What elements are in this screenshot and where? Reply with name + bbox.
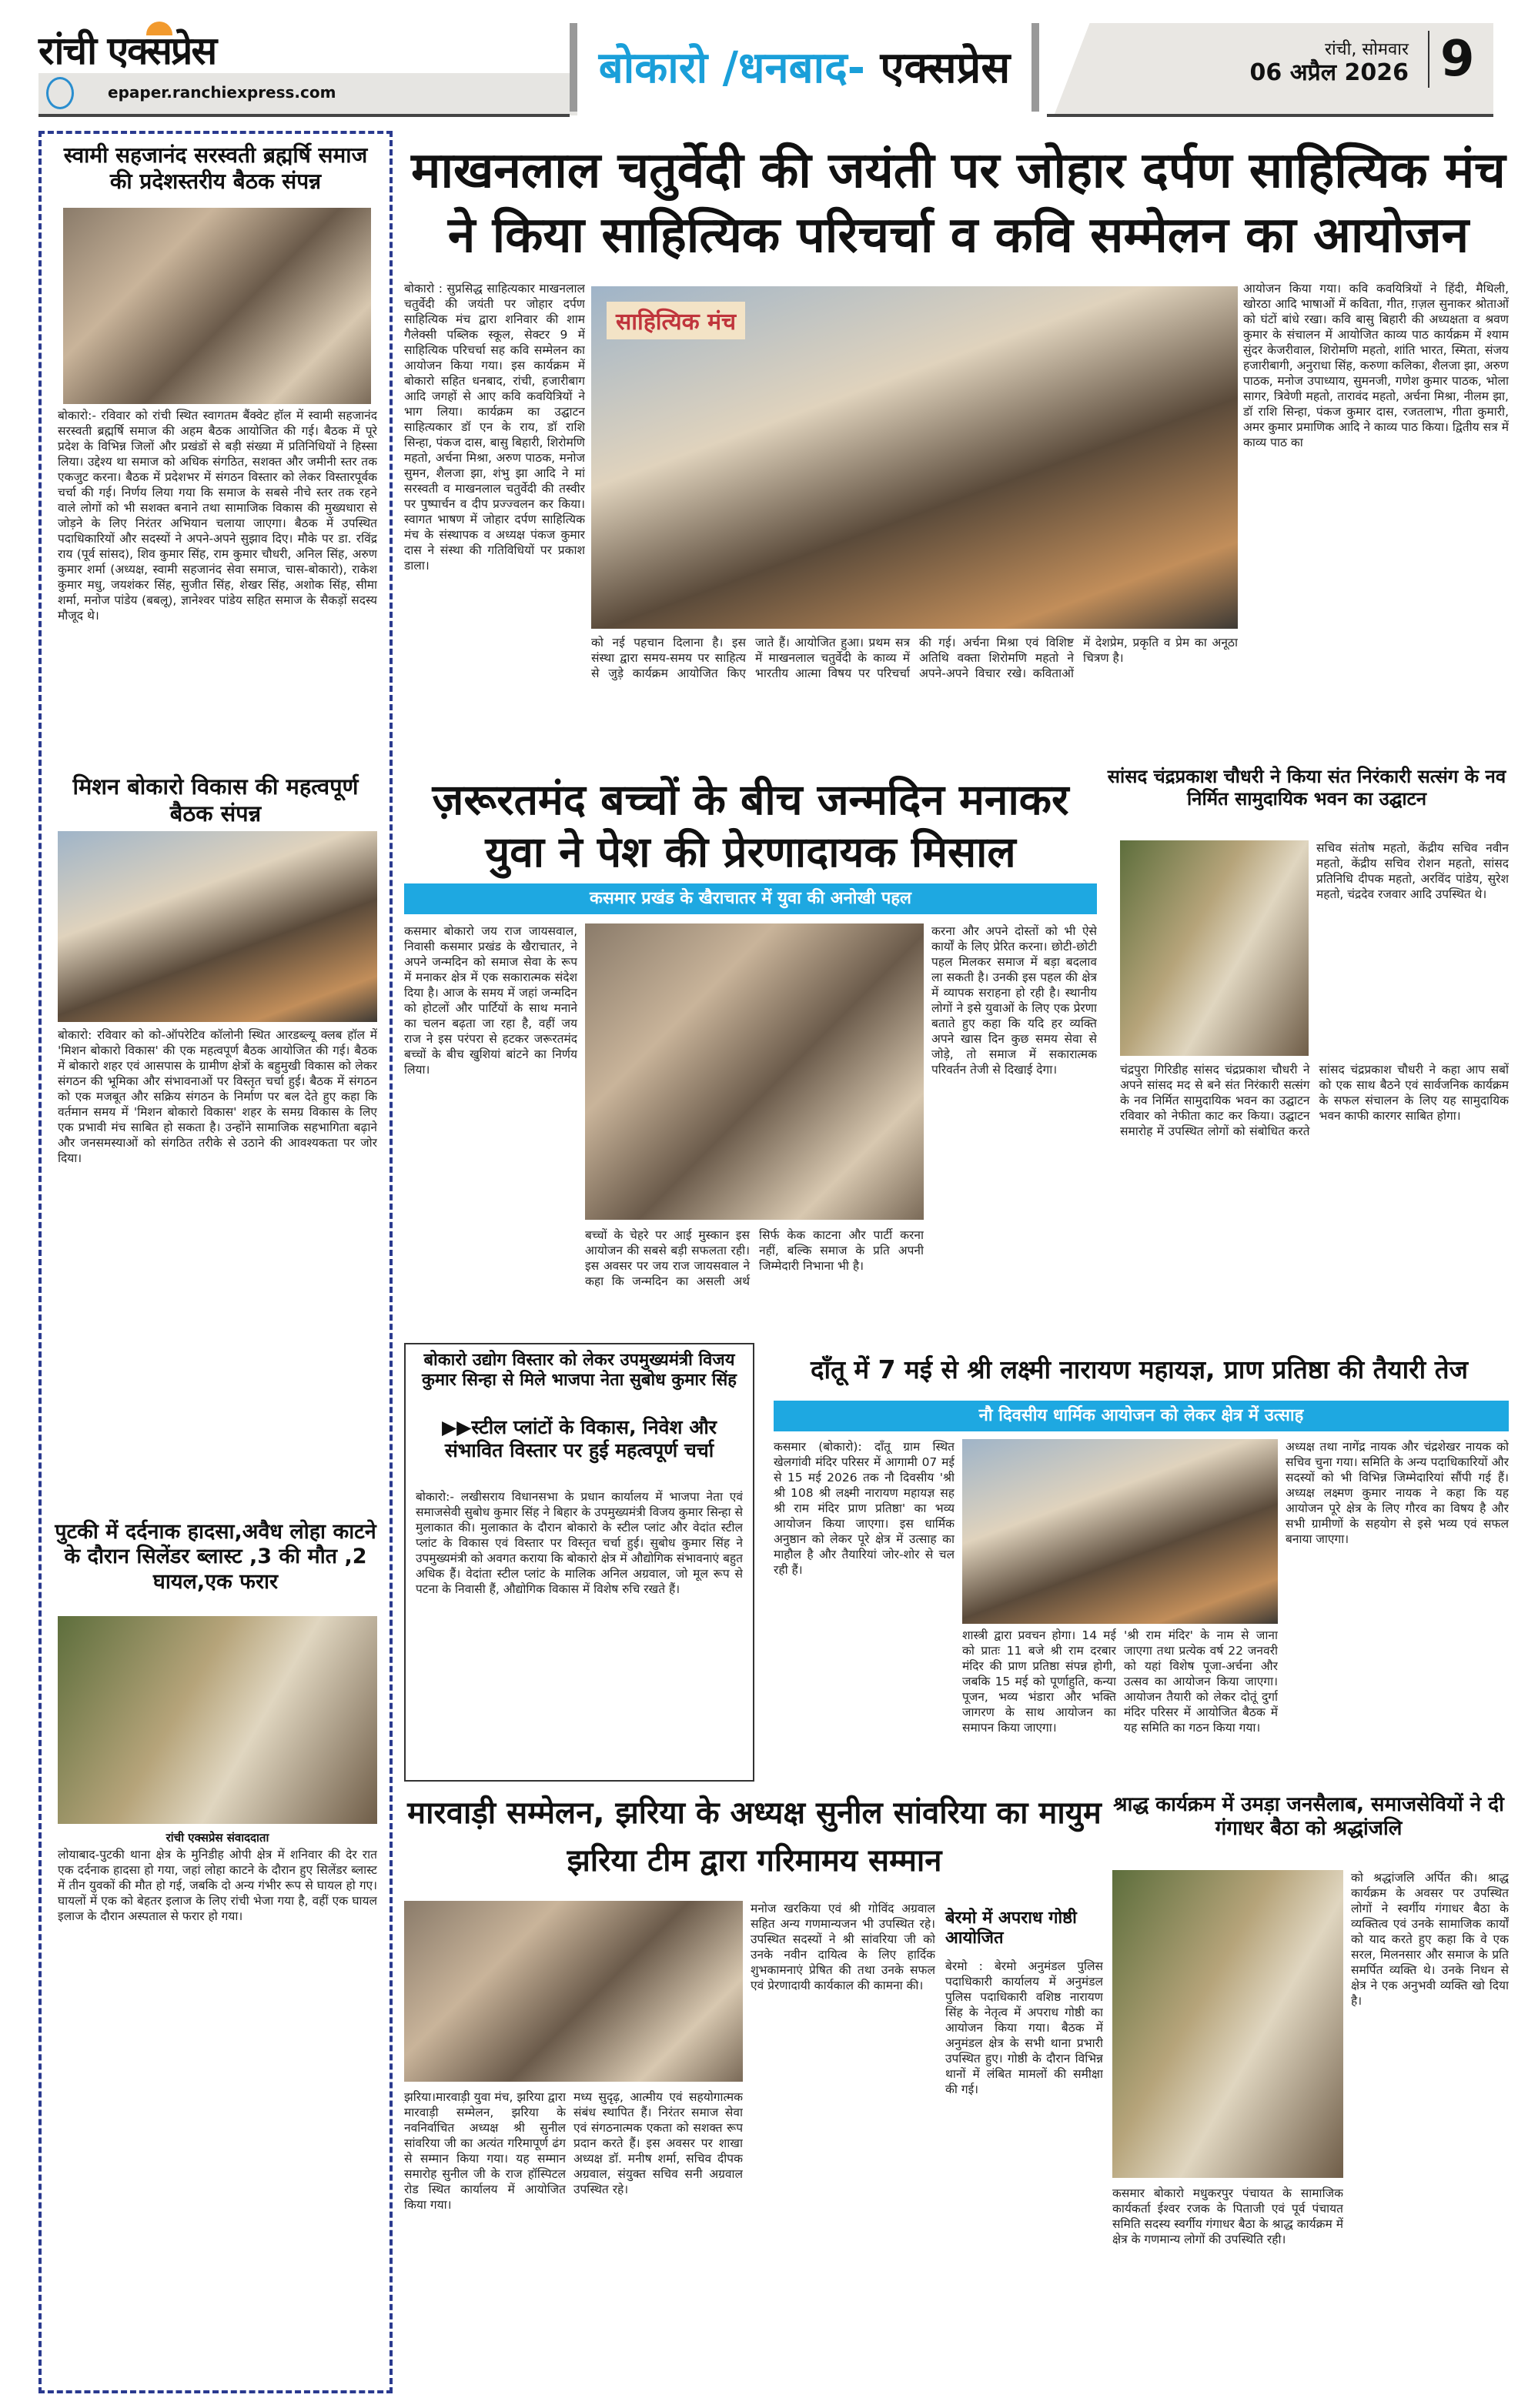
section-city: बोकारो /धनबाद- [598, 43, 866, 93]
article-body: कसमार (बोकारो): दाँतू ग्राम स्थित खेलगांवी मंदिर परिसर में आगामी 07 मई से 15 मई 2026 तक नौ दिवसीय 'श्री श्री 108 श्री लक्ष्मी नारायण महायज्ञ सह श्री राम मंदिर प्राण प्रतिष्ठा' का भव्य आयोजन किया जाएगा। इस धार्मिक अनुष्ठान को लेकर पूरे क्षेत्र में उत्साह का माहौल है और तैयारियां जोर-शोर से चल रही हैं। [774, 1440, 955, 1577]
article-body: शास्त्री द्वारा प्रवचन होगा। 14 मई को प्रातः 11 बजे श्री राम दरबार मंदिर की प्राण प्रतिष्ठा संपन्न होगी, जबकि 15 मई को पूर्णाहुति, कन्या पूजन, भव्य भंडारा और भक्ति जागरण के साथ आयोजन का समापन किया जाएगा। [962, 1628, 1116, 1735]
article-body: बच्चों के चेहरे पर आई मुस्कान इस आयोजन की सबसे बड़ी सफलता रही। इस अवसर पर जय राज जायसवाल ने कहा कि जन्मदिन का असली अर्थ सिर्फ केक काटना और पार्टी करना नहीं, बल्कि समाज के प्रति अपनी जिम्मेदारी निभाना भी है। [585, 1228, 924, 1288]
article-headline[interactable]: श्राद्ध कार्यक्रम में उमड़ा जनसैलाब, समाजसेवियों ने दी गंगाधर बैठा को श्रद्धांजलि [1113, 1793, 1504, 1841]
page-number: 9 [1428, 31, 1475, 88]
article-body: बोकारो:- रविवार को रांची स्थित स्वागतम बैंक्वेट हॉल में स्वामी सहजानंद सरस्वती ब्रह्मर्षि समाज की अहम बैठक आयोजित की गई। बैठक में पूरे प्रदेश के विभिन्न जिलों और प्रखंडों से बड़ी संख्या में प्रतिनिधियों ने हिस्सा लिया। उद्देश्य था समाज को अधिक संगठित, सशक्त और जमीनी स्तर तक एकजुट करना। बैठक में प्रदेशभर में संगठन विस्तार को लेकर विस्तारपूर्वक चर्चा की गई। निर्णय लिया गया कि समाज के सबसे नीचे स्तर तक रहने वाले लोगों को भी सशक्त बनाने तथा सामाजिक विकास की मुख्यधारा से जोड़ने के लिए निरंतर अभियान चलाया जाएगा। बैठक में उपस्थित पदाधिकारियों और सदस्यों ने अपने-अपने सुझाव दिए। मौके पर डा. रविंद्र राय (पूर्व सांसद), शिव कुमार सिंह, राम कुमार चौधरी, अनिल सिंह, अरुण कुमार शर्मा (अध्यक्ष, स्वामी सहजानंद सेवा समाज, चास-बोकारो), राकेश कुमार मधु, जयशंकर सिंह, सुजीत सिंह, शेखर सिंह, अशोक सिंह, सीमा शर्मा, मनोज पांडेय (बबलू), ज्ञानेश्वर पांडेय सहित समाज के सैकड़ों सदस्य मौजूद थे। [58, 409, 377, 623]
article-headline[interactable]: ज़रूरतमंद बच्चों के बीच जन्मदिन मनाकर युवा ने पेश की प्रेरणादायक मिसाल [432, 775, 1069, 877]
article-body: झरिया।मारवाड़ी युवा मंच, झरिया द्वारा मारवाड़ी सम्मेलन, झरिया के नवनिर्वाचित अध्यक्ष श्री सुनील सांवरिया जी का अत्यंत गरिमापूर्ण ढंग से सम्मान किया गया। यह सम्मान समारोह सुनील जी के राज हॉस्पिटल रोड स्थित कार्यालय में आयोजित किया गया। [404, 2090, 566, 2212]
double-arrow-icon: ▶▶ [441, 1416, 472, 1438]
subheadline-bar: कसमार प्रखंड के खैराचातर में युवा की अनोखी पहल [404, 883, 1097, 914]
newspaper-logo[interactable]: रांची एक्सप्रेस [38, 28, 216, 73]
article-headline[interactable]: बोकारो उद्योग विस्तार को लेकर उपमुख्यमंत्री विजय कुमार सिन्हा से मिले भाजपा नेता सुबोध कुमार सिंह [422, 1351, 737, 1391]
article-body: को श्रद्धांजलि अर्पित की। श्राद्ध कार्यक्रम के अवसर पर उपस्थित लोगों ने स्वर्गीय गंगाधर बैठा के व्यक्तित्व एवं उनके सामाजिक कार्यों को याद करते हुए कहा कि वे एक सरल, मिलनसार और समाज के प्रति समर्पित व्यक्ति थे। उनके निधन से क्षेत्र ने एक अनुभवी व्यक्ति खो दिया है। [1351, 1871, 1509, 2008]
article-photo [58, 831, 377, 1022]
subheadline-bar: नौ दिवसीय धार्मिक आयोजन को लेकर क्षेत्र में उत्साह [774, 1401, 1509, 1431]
article-headline[interactable]: मारवाड़ी सम्मेलन, झरिया के अध्यक्ष सुनील सांवरिया का मायुम झरिया टीम द्वारा गरिमामय सम्मान [407, 1795, 1102, 1879]
article-photo [1120, 840, 1309, 1056]
article-body: चंद्रपुरा गिरिडीह सांसद चंद्रप्रकाश चौधरी ने अपने सांसद मद से बने संत निरंकारी सत्संग के नव निर्मित सामुदायिक भवन का उद्घाटन रविवार को नेफीता काट कर किया। उद्घाटन समारोह में उपस्थित लोगों को संबोधित करते सांसद चंद्रप्रकाश चौधरी ने कहा आप सबों को एक साथ बैठने एवं सार्वजनिक कार्यक्रम के सफल संचालन के लिए यह सामुदायिक भवन काफी कारगर साबित होगा। [1120, 1063, 1509, 1138]
article-body: सचिव संतोष महतो, केंद्रीय सचिव नवीन महतो, केंद्रीय सचिव रोशन महतो, सांसद प्रतिनिधि दीपक महतो, अरविंद पांडेय, सुरेश महतो, चंद्रदेव रजवार आदि उपस्थित थे। [1316, 841, 1509, 901]
article-photo [585, 923, 924, 1220]
article-photo [1112, 1870, 1343, 2178]
article-body: बोकारो:- लखीसराय विधानसभा के प्रधान कार्यालय में भाजपा नेता एवं समाजसेवी सुबोध कुमार सिंह ने बिहार के उपमुख्यमंत्री विजय कुमार सिन्हा से मुलाकात की। मुलाकात के दौरान बोकारो के स्टील प्लांट और वेदांत स्टील प्लांट के विकास एवं विस्तार पर विस्तृत चर्चा हुई। सुबोध कुमार सिंह ने उपमुख्यमंत्री को अवगत कराया कि बोकारो क्षेत्र में औद्योगिक संभावनाएं बहुत अधिक हैं। वेदांता स्टील प्लांट के मालिक अनिल अग्रवाल, जो मूल रूप से पटना के निवासी हैं, औद्योगिक विकास में विशेष रुचि रखते हैं। [416, 1490, 743, 1596]
article-body: कसमार बोकारो मधुकरपुर पंचायत के सामाजिक कार्यकर्ता ईश्वर रजक के पिताजी एवं पूर्व पंचायत समिति सदस्य स्वर्गीय गंगाधर बैठा के श्राद्ध कार्यक्रम में क्षेत्र के गणमान्य लोगों की उपस्थिति रही। [1112, 2186, 1343, 2246]
article-body: 'श्री राम मंदिर' के नाम से जाना जाएगा तथा प्रत्येक वर्ष 22 जनवरी को यहां विशेष पूजा-अर्चना और उत्सव का आयोजन किया जाएगा। आयोजन तैयारी को लेकर दोतूं दुर्गा मंदिर परिसर में आयोजित बैठक में यह समिति का गठन किया गया। [1124, 1628, 1278, 1735]
article-photo [58, 1616, 377, 1824]
article-body: करना और अपने दोस्तों को भी ऐसे कार्यों के लिए प्रेरित करना। छोटी-छोटी पहल मिलकर समाज में बड़ा बदलाव ला सकती है। उनकी इस पहल की क्षेत्र में व्यापक सराहना हो रही है। स्थानीय लोगों ने इसे युवाओं के लिए एक प्रेरणा बताते हुए कहा कि यदि हर व्यक्ति अपने खास दिन कुछ समय सेवा से जोड़े, तो समाज में सकारात्मक परिवर्तन तेजी से दिखाई देगा। [931, 924, 1097, 1077]
article-body: बोकारो : सुप्रसिद्ध साहित्यकार माखनलाल चतुर्वेदी की जयंती पर जोहार दर्पण साहित्यिक मंच द्वारा शनिवार की शाम गैलेक्सी पब्लिक स्कूल, सेक्टर 9 में साहित्यिक परिचर्चा सह कवि सम्मेलन का आयोजन किया गया। इस कार्यक्रम में बोकारो सहित धनबाद, रांची, हजारीबाग आदि जगहों से आए कवि कवयित्रियों ने भाग लिया। कार्यक्रम का उद्घाटन साहित्यकार डॉ एन के राय, डॉ राशि सिन्हा, पंकज दास, बासु बिहारी, शिरोमणि महतो, अर्चना मिश्रा, अरुण पाठक, मनोज सुमन, शैलजा झा, शंभु झा आदि ने मां सरस्वती व माखनलाल चतुर्वेदी की तस्वीर पर पुष्पार्चन व दीप प्रज्ज्वलन कर किया। स्वागत भाषण में जोहार दर्पण साहित्यिक मंच के संस्थापक व अध्यक्ष पंकज कुमार दास ने संस्था की गतिविधियों पर प्रकाश डाला। [404, 282, 585, 573]
article-body: को नई पहचान दिलाना है। इस संस्था द्वारा समय-समय पर साहित्य से जुड़े कार्यक्रम आयोजित किए जाते हैं। आयोजित हुआ। प्रथम सत्र में माखनलाल चतुर्वेदी के काव्य में भारतीय आत्मा विषय पर परिचर्चा की गई। अर्चना मिश्रा एवं विशिष्ट अतिथि वक्ता शिरोमणि महतो ने अपने-अपने विचार रखे। कविताओं में देशप्रेम, प्रकृति व प्रेम का अनूठा चित्रण है। [591, 636, 1238, 680]
date: 06 अप्रैल 2026 [1249, 59, 1409, 86]
divider [38, 114, 570, 117]
article-body: मनोज खरकिया एवं श्री गोविंद अग्रवाल सहित अन्य गणमान्यजन भी उपस्थित रहे। उपस्थित सदस्यों ने श्री सांवरिया जी को उनके नवीन दायित्व के लिए हार्दिक शुभकामनाएं प्रेषित की तथा उनके सफल एवं प्रेरणादायी कार्यकाल की कामना की। [751, 1902, 935, 1992]
divider [1047, 114, 1493, 117]
article-headline[interactable]: मिशन बोकारो विकास की महत्वपूर्ण बैठक संपन्न [72, 773, 359, 827]
dateline [1224, 38, 1409, 87]
article-photo [63, 208, 371, 404]
article-headline[interactable]: बेरमो में अपराध गोष्ठी आयोजित [945, 1909, 1077, 1949]
section-suffix: एक्सप्रेस [865, 43, 1011, 93]
article-body: कसमार बोकारो जय राज जायसवाल, निवासी कसमार प्रखंड के खैराचातर, ने अपने जन्मदिन को समाज सेवा के रूप में मनाकर क्षेत्र में एक सकारात्मक संदेश दिया है। आज के समय में जहां जन्मदिन को होटलों और पार्टियों के साथ मनाने का चलन बढ़ता जा रहा है, वहीं जय राज ने इस परंपरा से हटकर जरूरतमंद बच्चों के बीच खुशियां बांटने का निर्णय लिया। [404, 924, 577, 1077]
article-subheadline [412, 1416, 747, 1462]
place-day: रांची, सोमवार [1324, 40, 1409, 59]
article-body: बोकारो: रविवार को को-ऑपरेटिव कॉलोनी स्थित आरडब्ल्यू क्लब हॉल में 'मिशन बोकारो विकास' की एक महत्वपूर्ण बैठक आयोजित की गई। बैठक में बोकारो शहर एवं आसपास के ग्रामीण क्षेत्रों के बहुमुखी विकास को लेकर संगठन की भूमिका और संभावनाओं पर विस्तृत चर्चा हुई। बैठक में संगठन को एक मजबूत और सक्रिय संगठन के निर्माण पर बल देते हुए कहा कि वर्तमान समय में 'मिशन बोकारो विकास' शहर के समग्र विकास के लिए एक प्रभावी मंच साबित हो सकता है। उन्होंने सामाजिक सहभागिता बढ़ाने और जनसमस्याओं को संगठित तरीके से उठाने की आवश्यकता पर जोर दिया। [58, 1028, 377, 1165]
photo-banner: साहित्यिक मंच [607, 302, 745, 339]
article-body: आयोजन किया गया। कवि कवयित्रियों ने हिंदी, मैथिली, खोरठा आदि भाषाओं में कविता, गीत, ग़ज़ल सुनाकर श्रोताओं को घंटों बांधे रखा। कवि बासु बिहारी की अध्यक्षता व श्रवण कुमार के संचालन में आयोजित काव्य पाठ कार्यक्रम में श्याम सुंदर केजरीवाल, शिरोमणि महतो, शांति भारत, स्मिता, संजय हजारीबागी, अनुराधा सिंह, करुणा कलिका, शैलजा झा, अरुण पाठक, मनोज उपाध्याय, सुमनजी, गणेश कुमार पाठक, भोला सागर, त्रिवेणी महतो, तारावंद महतो, अर्चना मिश्रा, नीलम झा, डॉ राशि सिन्हा, पंकज कुमार दास, रजतलाभ, गीता कुमारी, अमर कुमार प्रमाणिक आदि ने काव्य पाठ किया। द्वितीय सत्र में काव्य पाठ का [1243, 282, 1509, 449]
subheadline-text: स्टील प्लांटों के विकास, निवेश और संभावित विस्तार पर हुई महत्वपूर्ण चर्चा [444, 1416, 717, 1461]
article-body: लोयाबाद-पुटकी थाना क्षेत्र के मुनिडीह ओपी क्षेत्र में शनिवार की देर रात एक दर्दनाक हादसा हो गया, जहां लोहा काटने के दौरान हुए सिलेंडर ब्लास्ट में तीन युवकों की मौत हो गई, जबकि दो अन्य गंभीर रूप से घायल हो गए। घायलों में एक को बेहतर इलाज के लिए रांची भेजा गया है, वहीं एक घायल इलाज के दौरान अस्पताल से फरार हो गया। [58, 1848, 377, 1923]
article-body: मध्य सुदृढ़, आत्मीय एवं सहयोगात्मक संबंध स्थापित हैं। निरंतर समाज सेवा एवं संगठनात्मक एकता को सशक्त रूप प्रदान करते हैं। इस अवसर पर शाखा अध्यक्ष डॉ. मनीष शर्मा, सचिव दीपक अग्रवाल, संयुक्त सचिव सनी अग्रवाल उपस्थित रहे। [573, 2090, 743, 2196]
article-headline[interactable]: सांसद चंद्रप्रकाश चौधरी ने किया संत निरंकारी सत्संग के नव निर्मित सामुदायिक भवन का उद्घाटन [1107, 766, 1506, 810]
article-photo [404, 1901, 743, 2082]
lead-headline[interactable]: माखनलाल चतुर्वेदी की जयंती पर जोहार दर्पण साहित्यिक मंच ने किया साहित्यिक परिचर्चा व कवि सम्मेलन का आयोजन [411, 142, 1506, 264]
article-headline[interactable]: स्वामी सहजानंद सरस्वती ब्रह्मर्षि समाज की प्रदेशस्तरीय बैठक संपन्न [63, 142, 368, 194]
article-headline[interactable]: पुटकी में दर्दनाक हादसा,अवैध लोहा काटने के दौरान सिलेंडर ब्लास्ट ,3 की मौत ,2 घायल,एक फरार [55, 1520, 376, 1594]
epaper-icon [46, 77, 74, 109]
article-photo [962, 1439, 1278, 1624]
article-body: अध्यक्ष तथा नागेंद्र नायक और चंद्रशेखर नायक को सचिव चुना गया। समिति के अन्य पदाधिकारियों और सदस्यों को भी विभिन्न जिम्मेदारियां सौंपी गई हैं। अध्यक्ष लक्ष्मण कुमार नायक ने कहा कि यह आयोजन पूरे क्षेत्र के लिए गौरव का विषय है और सभी ग्रामीणों के सहयोग से इसे भव्य एवं सफल बनाया जाएगा। [1286, 1440, 1509, 1546]
byline: रांची एक्सप्रेस संवाददाता [166, 1831, 269, 1845]
article-body: बेरमो : बेरमो अनुमंडल पुलिस पदाधिकारी कार्यालय में अनुमंडल पुलिस पदाधिकारी वशिष्ठ नारायण सिंह के नेतृत्व में अपराध गोष्ठी का आयोजन किया गया। बैठक में अनुमंडल क्षेत्र के सभी थाना प्रभारी उपस्थित हुए। गोष्ठी के दौरान विभिन्न थानों में लंबित मामलों की समीक्षा की गई। [945, 1959, 1103, 2096]
section-title [570, 23, 1039, 112]
article-headline[interactable]: दाँतू में 7 मई से श्री लक्ष्मी नारायण महायज्ञ, प्राण प्रतिष्ठा की तैयारी तेज [811, 1354, 1468, 1384]
lead-photo [591, 286, 1238, 629]
epaper-url[interactable]: epaper.ranchiexpress.com [108, 83, 336, 102]
